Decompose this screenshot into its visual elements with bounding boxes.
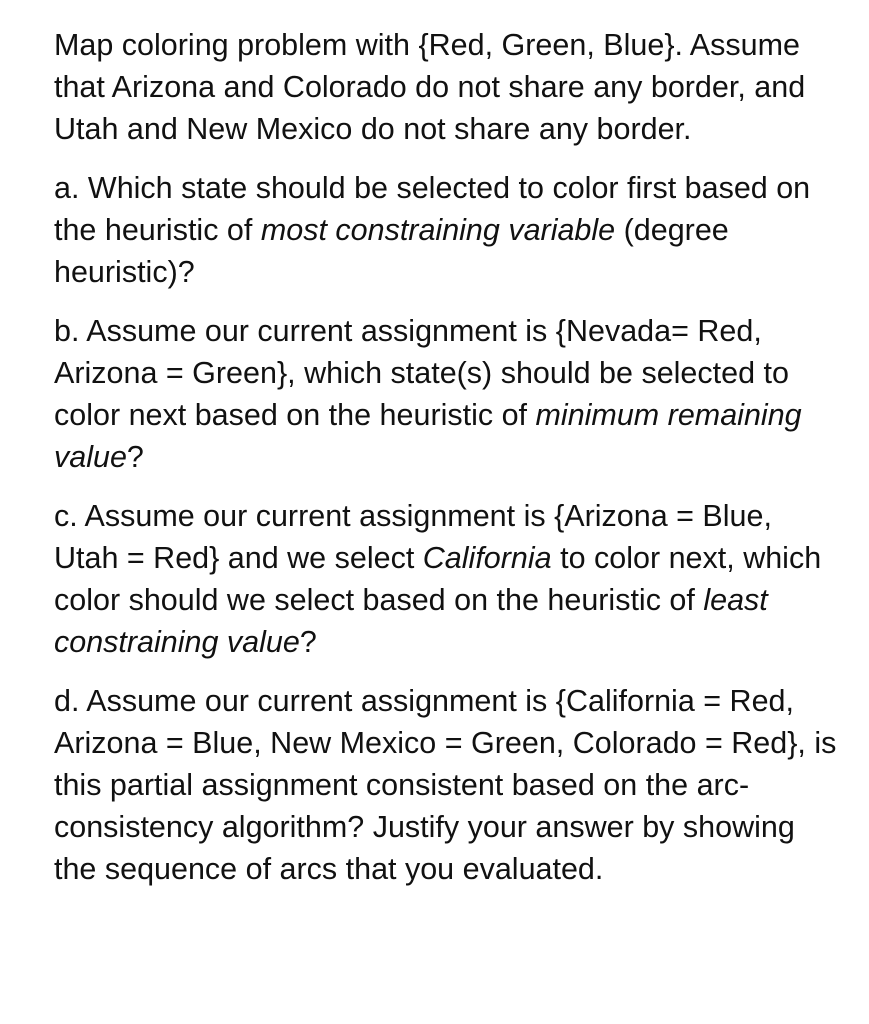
intro-paragraph <box>54 24 844 150</box>
intro-text: Map coloring problem with {Red, Green, Blue}. Assume that Arizona and Colorado do not share any border, and Utah and New Mexico do not share any border. <box>54 28 806 146</box>
question-b-text: b. Assume our current assignment is {Nevada= Red, Arizona = Green}, which state(s) should be selected to color next based on the heuristic of <box>54 314 789 432</box>
question-b <box>54 310 844 478</box>
question-c <box>54 495 844 663</box>
question-c-emphasis: California <box>422 541 552 575</box>
question-a-text: a. Which state should be selected to color first based on the heuristic of <box>54 171 811 247</box>
question-a-emphasis: most constraining variable <box>260 213 616 247</box>
question-c-text: c. Assume our current assignment is {Arizona = Blue, Utah = Red} and we select <box>54 499 772 575</box>
question-b-text-end: ? <box>126 440 144 474</box>
question-c-emphasis-2: least constraining value <box>54 583 768 659</box>
document-page <box>54 24 844 907</box>
question-a <box>54 167 844 293</box>
question-d <box>54 680 844 890</box>
question-c-text-middle: to color next, which color should we select based on the heuristic of <box>54 541 822 617</box>
question-b-emphasis: minimum remaining value <box>54 398 802 474</box>
question-a-text-end: (degree heuristic)? <box>54 213 729 289</box>
question-c-text-end: ? <box>299 625 317 659</box>
question-d-text: d. Assume our current assignment is {California = Red, Arizona = Blue, New Mexico = Green, Colorado = Red}, is this partial assignment consistent based on the arc-consistency algorithm? Justify your answer by showing the sequence of arcs that you evaluated. <box>54 684 837 886</box>
